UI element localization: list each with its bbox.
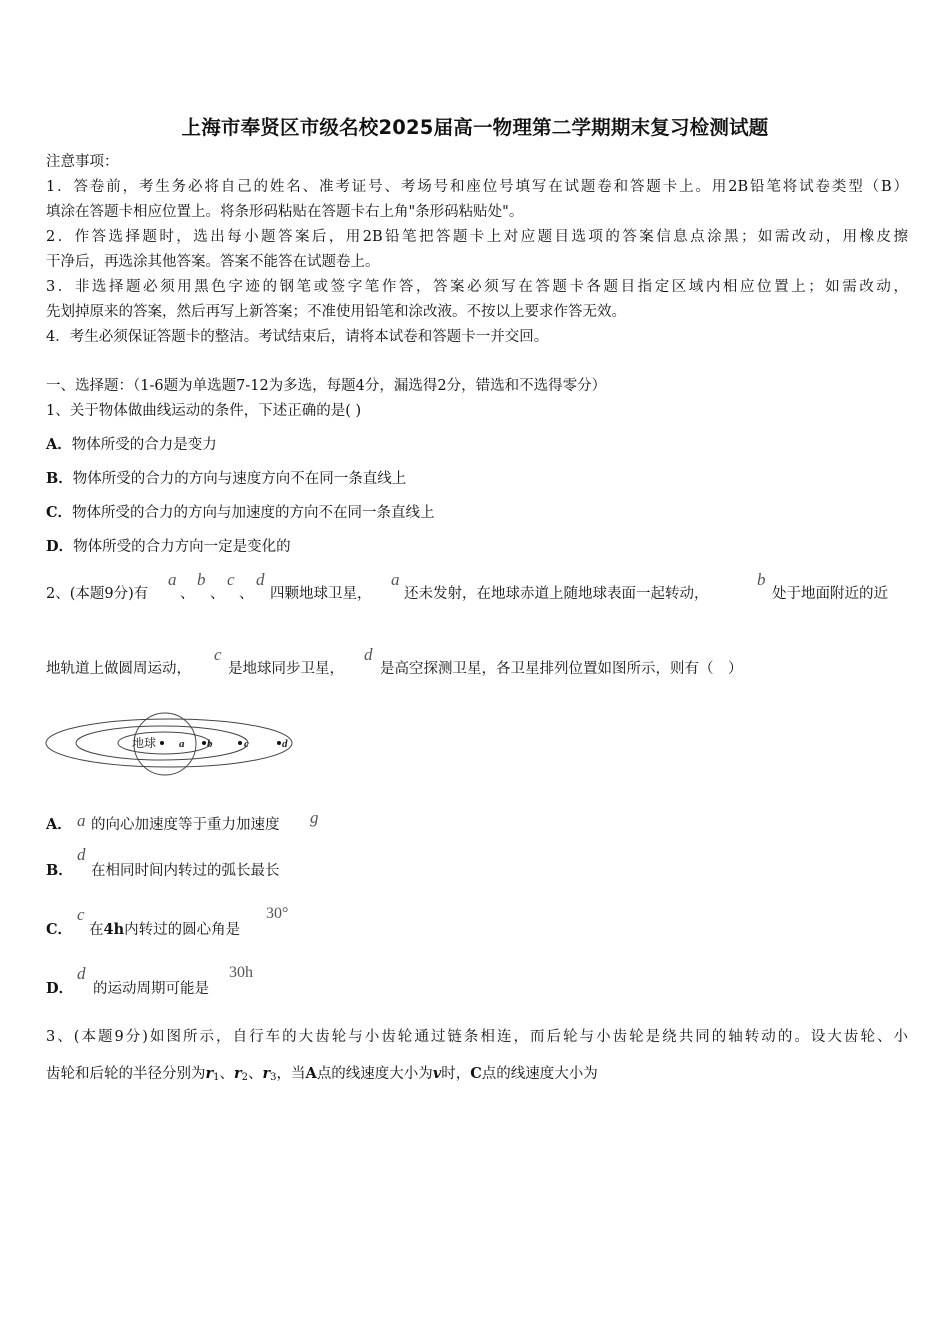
question-2-option-c-text: [89, 920, 240, 940]
notice-item-3-line-2: 先划掉原来的答案，然后再写上新答案；不准使用铅笔和涂改液。不按以上要求作答无效。: [46, 304, 626, 320]
question-2-prefix: 2、(本题9分)有: [46, 586, 149, 602]
period-value: 30h: [229, 964, 253, 981]
satellite-d-label: d: [282, 738, 288, 750]
question-1-option-d: [46, 537, 291, 557]
symbol-a: a: [77, 811, 86, 830]
symbol-d: d: [77, 964, 86, 983]
satellite-d-dot: [277, 741, 281, 745]
question-1-option-a: [46, 435, 217, 455]
question-2-option-b-label: B．: [46, 862, 73, 879]
text: 在: [89, 922, 104, 938]
satellite-c-dot: [238, 741, 242, 745]
angle-value: 30°: [266, 905, 289, 922]
text: 点的线速度大小为: [481, 1066, 598, 1082]
satellite-a-label: a: [179, 738, 185, 750]
symbol-r: r: [262, 1065, 271, 1082]
question-3-line-2: [46, 1064, 908, 1088]
option-text: 物体所受的合力是变力: [71, 437, 217, 453]
notice-item-3-line-1: 3．非选择题必须用黑色字迹的钢笔或签字笔作答，答案必须写在答题卡各题目指定区域内相应位置上；如需改动，: [46, 279, 908, 295]
symbol-d: d: [364, 645, 373, 664]
question-2-option-a-text: 的向心加速度等于重力加速度: [91, 817, 280, 833]
text: 齿轮和后轮的半径分别为: [46, 1066, 206, 1082]
notice-item-2-line-2: 干净后，再选涂其他答案。答案不能答在试题卷上。: [46, 254, 380, 270]
question-3-line-1: 3、(本题9分)如图所示，自行车的大齿轮与小齿轮通过链条相连，而后轮与小齿轮是绕共同的轴转动的。设大齿轮、小: [46, 1029, 908, 1045]
subscript: 3: [270, 1072, 277, 1083]
separator: 、: [248, 1066, 263, 1082]
question-2-option-d-label: D．: [46, 980, 74, 997]
symbol-r: r: [234, 1065, 242, 1082]
symbol-b: b: [197, 570, 206, 589]
question-2-option-d-text: 的运动周期可能是: [93, 981, 209, 997]
text: ，当: [276, 1066, 306, 1082]
section-heading: 一、选择题：（1-6题为单选题7-12为多选，每题4分，漏选得2分，错选和不选得零分）: [46, 378, 607, 394]
option-label: B．: [46, 470, 73, 487]
text: 4h: [103, 921, 125, 938]
option-label: D．: [46, 538, 74, 555]
notice-item-1-line-2: 填涂在答题卡相应位置上。将条形码粘贴在答题卡右上角"条形码粘贴处"。: [46, 204, 524, 220]
option-label: A．: [46, 436, 72, 453]
question-2-line2-a: 地轨道上做圆周运动，: [46, 661, 191, 677]
subscript: 2: [241, 1072, 249, 1083]
symbol-b: b: [757, 570, 766, 589]
point-a: A: [305, 1065, 317, 1082]
earth-label: 地球: [132, 736, 157, 750]
text: 点的线速度大小为: [316, 1066, 433, 1082]
satellite-a-dot: [160, 741, 164, 745]
question-2-line2-b: 是地球同步卫星，: [228, 661, 344, 677]
separator: 、: [219, 1066, 235, 1082]
option-text: 物体所受的合力方向一定是变化的: [73, 539, 291, 555]
separator: 、: [210, 586, 225, 602]
option-text: 物体所受的合力的方向与速度方向不在同一条直线上: [72, 471, 407, 487]
option-label: C．: [46, 504, 73, 521]
satellite-c-label: c: [244, 738, 249, 750]
notice-item-1-line-1: 1．答卷前，考生务必将自己的姓名、准考证号、考场号和座位号填写在试题卷和答题卡上。用2B铅笔将试卷类型（B）: [46, 179, 908, 195]
symbol-c: c: [214, 645, 222, 664]
satellite-b-dot: [202, 741, 206, 745]
symbol-d: d: [77, 845, 86, 864]
symbol-a: a: [168, 570, 177, 589]
question-2-option-a-label: A．: [46, 816, 72, 833]
symbol-d: d: [256, 570, 265, 589]
notice-item-4: 4．考生必须保证答题卡的整洁。考试结束后，请将本试卷和答题卡一并交回。: [46, 329, 549, 345]
question-1-stem: 1、关于物体做曲线运动的条件，下述正确的是( ): [46, 403, 362, 419]
question-2-text-1: 四颗地球卫星，: [270, 586, 372, 602]
symbol-v: v: [432, 1065, 442, 1082]
question-2-text-2: 还未发射，在地球赤道上随地球表面一起转动，: [404, 586, 709, 602]
page-title: 上海市奉贤区市级名校2025届高一物理第二学期期末复习检测试题: [181, 116, 769, 139]
text: 内转过的圆心角是: [124, 922, 241, 938]
symbol-c: c: [77, 905, 85, 924]
option-text: 物体所受的合力的方向与加速度的方向不在同一条直线上: [72, 505, 435, 521]
question-2-text-3: 处于地面附近的近: [772, 586, 888, 602]
satellite-orbit-figure: [44, 712, 296, 778]
point-c: C: [470, 1065, 482, 1082]
symbol-r: r: [205, 1065, 214, 1082]
separator: 、: [239, 586, 254, 602]
question-2-option-b-text: 在相同时间内转过的弧长最长: [91, 863, 280, 879]
symbol-a: a: [391, 570, 400, 589]
separator: 、: [180, 586, 195, 602]
subscript: 1: [213, 1072, 220, 1083]
notice-heading: 注意事项：: [46, 154, 119, 170]
satellite-b-label: b: [207, 738, 213, 750]
question-1-option-b: [46, 469, 406, 489]
symbol-g: g: [310, 808, 319, 827]
question-1-option-c: [46, 503, 435, 523]
question-2-line2-c: 是高空探测卫星，各卫星排列位置如图所示，则有（ ）: [380, 661, 743, 677]
text: 时，: [441, 1066, 471, 1082]
notice-item-2-line-1: 2．作答选择题时，选出每小题答案后，用2B铅笔把答题卡上对应题目选项的答案信息点涂黑；如需改动，用橡皮擦: [46, 229, 908, 245]
symbol-c: c: [227, 570, 235, 589]
question-2-option-c-label: C．: [46, 921, 73, 938]
